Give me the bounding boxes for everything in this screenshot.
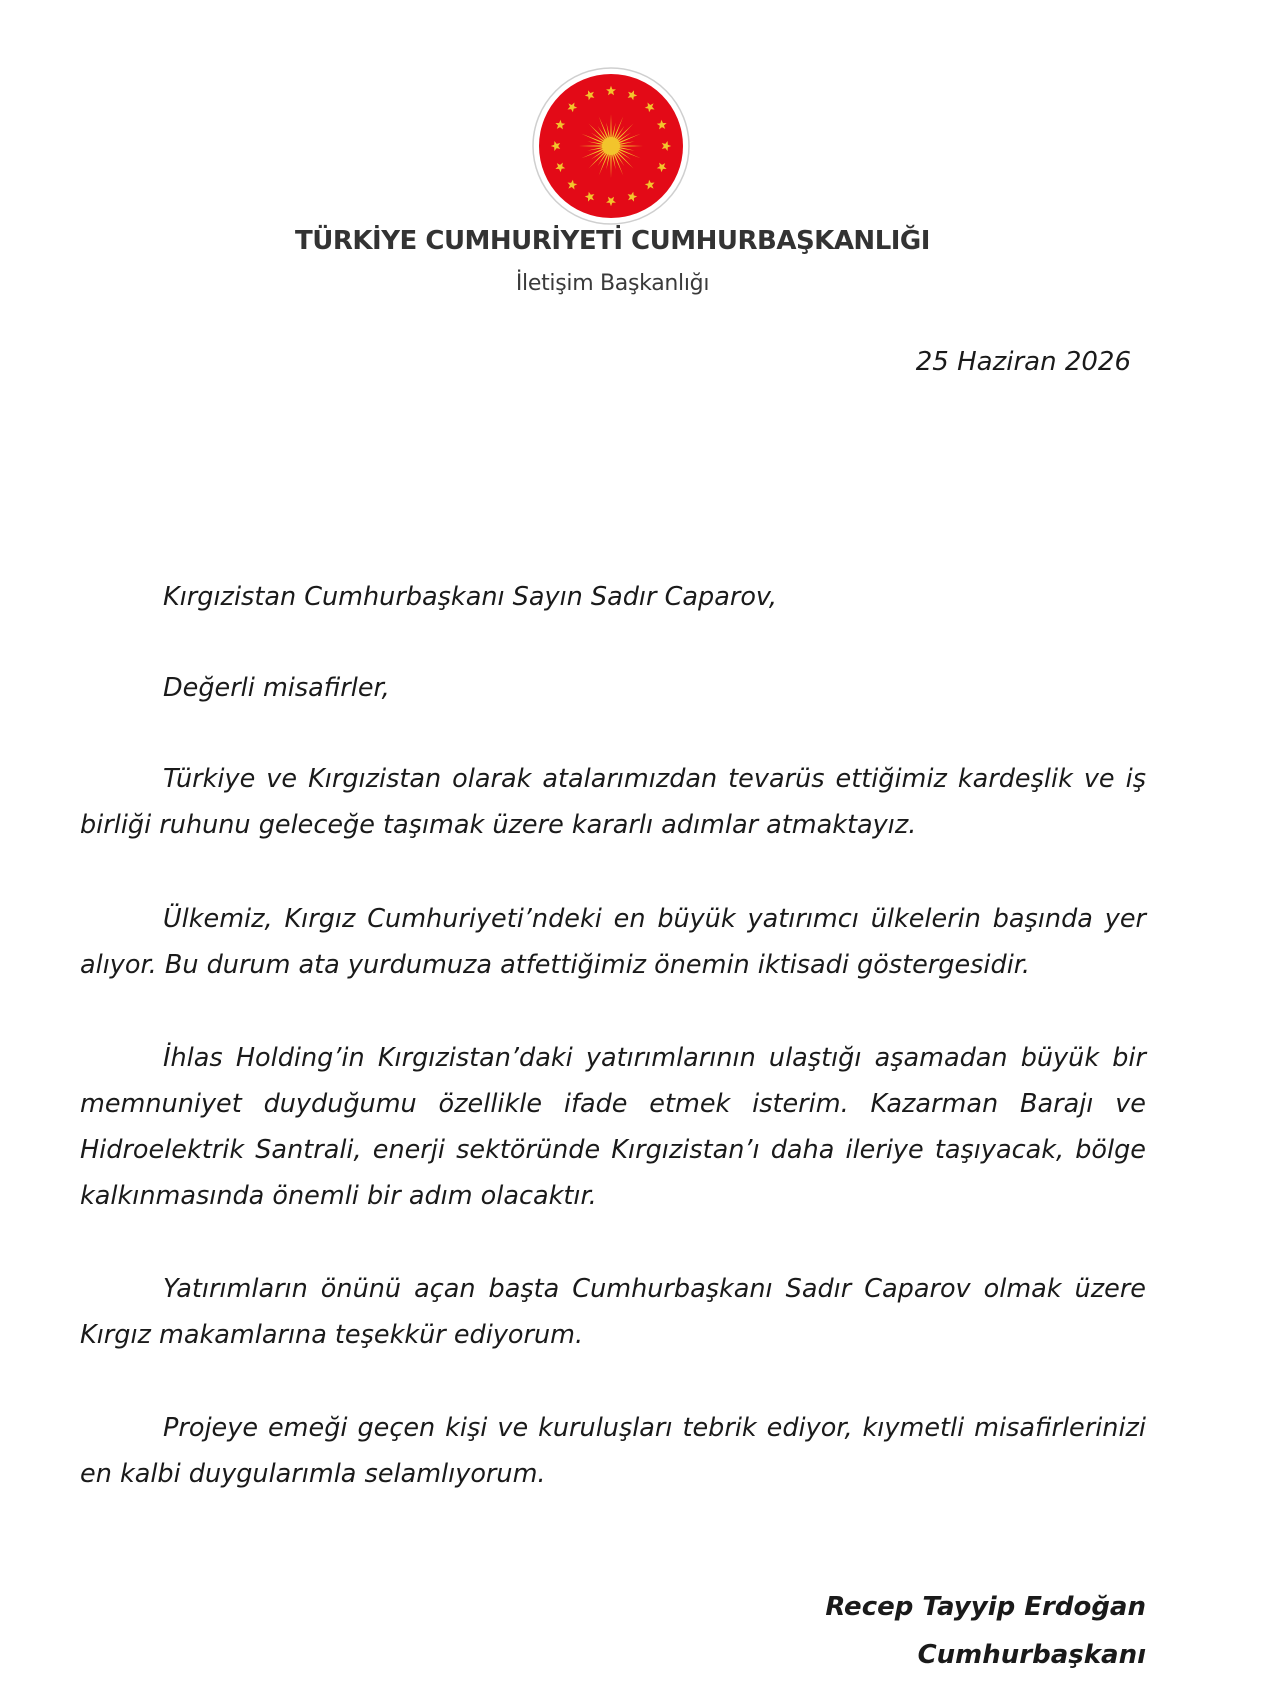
organization-subtitle: İletişim Başkanlığı xyxy=(515,271,710,296)
greeting-president: Kırgızistan Cumhurbaşkanı Sayın Sadır Caparov, xyxy=(163,582,778,612)
organization-title: TÜRKİYE CUMHURİYETİ CUMHURBAŞKANLIĞI xyxy=(295,226,930,256)
letter-date: 25 Haziran 2026 xyxy=(915,347,1131,377)
signature-name: Recep Tayyip Erdoğan xyxy=(825,1592,1146,1622)
body-paragraph-3: İhlas Holding’in Kırgızistan’daki yatırımlarının ulaştığı aşamadan büyük bir memnuniyet duyduğumu özellikle ifade etmek isterim. Kazarman Barajı ve Hidroelektrik Santrali, enerji sektöründe Kırgızistan’ı daha ileriye taşıyacak, bölge kalkınmasında önemli bir adım olacaktır. xyxy=(80,1043,1146,1211)
body-paragraph-1: Türkiye ve Kırgızistan olarak atalarımızdan tevarüs ettiğimiz kardeşlik ve iş birliği ruhunu geleceğe taşımak üzere kararlı adımlar atmaktayız. xyxy=(80,764,1146,840)
presidential-seal-icon xyxy=(531,66,691,226)
body-paragraph-4: Yatırımların önünü açan başta Cumhurbaşkanı Sadır Caparov olmak üzere Kırgız makamlarına teşekkür ediyorum. xyxy=(80,1274,1146,1350)
signature-title: Cumhurbaşkanı xyxy=(917,1640,1146,1670)
greeting-guests: Değerli misafirler, xyxy=(163,673,390,703)
body-paragraph-2: Ülkemiz, Kırgız Cumhuriyeti’ndeki en büyük yatırımcı ülkelerin başında yer alıyor. Bu durum ata yurdumuza atfettiğimiz önemin iktisadi göstergesidir. xyxy=(80,904,1146,980)
body-paragraph-5: Projeye emeği geçen kişi ve kuruluşları tebrik ediyor, kıymetli misafirlerinizi en kalbi duygularımla selamlıyorum. xyxy=(80,1413,1146,1489)
